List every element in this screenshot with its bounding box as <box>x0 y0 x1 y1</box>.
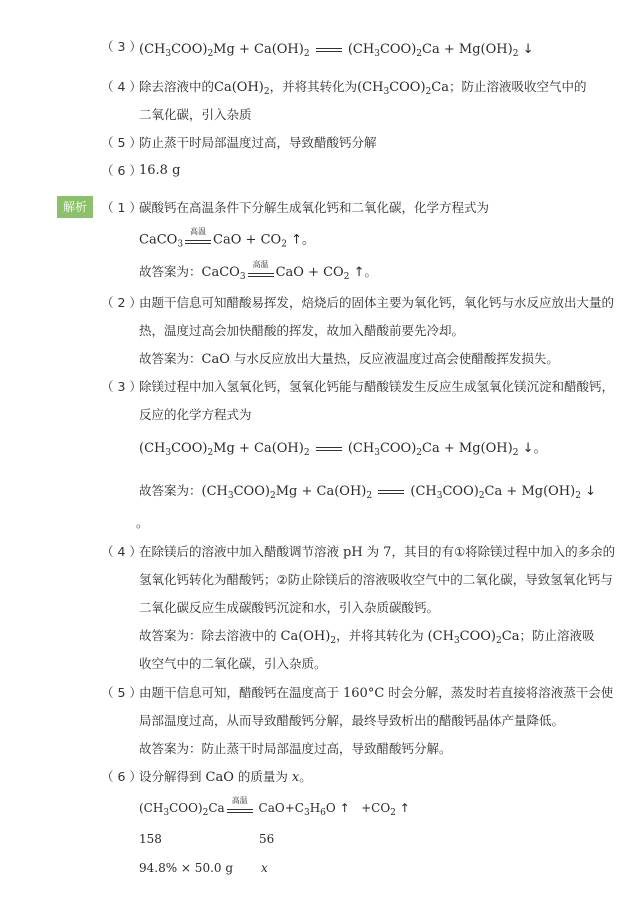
exp-1-equation: CaCO$_3$ 高温 CaO + $CO_2$ ↑。 <box>139 227 315 250</box>
exp-4-number: （ 4 ） <box>101 544 142 559</box>
exp-1-line-1: 碳酸钙在高温条件下分解生成氧化钙和二氧化碳，化学方程式为 <box>139 200 490 215</box>
exp-3-line-1: 除镁过程中加入氢氧化钙，氢氧化钙能与醋酸镁发生反应生成氢氧化镁沉淀和醋酸钙， <box>139 379 615 394</box>
answer-6-text: 16.8 g <box>139 163 181 178</box>
equals-sign <box>314 444 344 454</box>
exp-6-molar-mass-1: 158 <box>139 832 162 846</box>
exp-2-number: （ 2 ） <box>101 295 142 310</box>
exp-6-mass-1: 94.8% × 50.0 g <box>139 861 234 875</box>
answer-4-line-1: 除去溶液中的$Ca(OH)_2$，并将其转化为$(CH_3COO)_2Ca$；防止溶液吸收空气中的 <box>139 79 587 97</box>
high-temp-condition: 高温 <box>183 231 213 249</box>
exp-3-period: 。 <box>136 515 149 530</box>
exp-2-line-1: 由题干信息可知醋酸易挥发，焙烧后的固体主要为氧化钙，氧化钙与水反应放出大量的 <box>139 295 615 310</box>
answer-5-number: （ 5 ） <box>101 135 142 150</box>
exp-6-molar-mass-2: 56 <box>259 832 275 846</box>
exp-6-equation: $(CH_3COO)_2Ca$ 高温 $CaO+C_3H_6O$ ↑ $+CO_2$ ↑ <box>139 795 410 818</box>
answer-5-text: 防止蒸干时局部温度过高，导致醋酸钙分解 <box>139 135 377 150</box>
explanation-tag: 解析 <box>57 196 93 218</box>
exp-5-answer: 故答案为：防止蒸干时局部温度过高，导致醋酸钙分解。 <box>139 741 452 756</box>
answer-3-equation: $(CH_3COO)_2Mg + Ca(OH)_2$ $(CH_3COO)_2Ca + Mg(OH)_2$ ↓ <box>139 42 534 59</box>
answer-4-number: （ 4 ） <box>101 79 142 94</box>
exp-5-number: （ 5 ） <box>101 685 142 700</box>
exp-3-number: （ 3 ） <box>101 379 142 394</box>
exp-4-answer-line-1: 故答案为：除去溶液中的 $Ca(OH)_2$，并将其转化为 $(CH_3COO)_2Ca$；防止溶液吸 <box>139 628 595 646</box>
exp-3-answer: 故答案为：$(CH_3COO)_2Mg + Ca(OH)_2$ $(CH_3COO)_2Ca + Mg(OH)_2$ ↓ <box>139 483 596 501</box>
equals-sign <box>314 45 344 55</box>
answer-3-number: （ 3 ） <box>101 39 142 54</box>
exp-5-line-1: 由题干信息可知，醋酸钙在温度高于 160°C 时会分解，蒸发时若直接将溶液蒸干会使 <box>139 685 614 701</box>
exp-4-answer-line-2: 收空气中的二氧化碳，引入杂质。 <box>139 656 327 671</box>
exp-6-var-x: x <box>261 861 268 875</box>
exp-3-equation: $(CH_3COO)_2Mg + Ca(OH)_2$ $(CH_3COO)_2Ca + Mg(OH)_2$ ↓。 <box>139 441 547 458</box>
high-temp-condition: 高温 <box>225 800 255 818</box>
equals-sign <box>376 487 406 497</box>
exp-4-line-2: 氢氧化钙转化为醋酸钙；②防止除镁后的溶液吸收空气中的二氧化碳，导致氢氧化钙与 <box>139 572 613 587</box>
exp-5-line-2: 局部温度过高，从而导致醋酸钙分解，最终导致析出的醋酸钙晶体产量降低。 <box>139 713 565 728</box>
high-temp-condition: 高温 <box>246 264 276 282</box>
answer-4-line-2: 二氧化碳，引入杂质 <box>139 107 252 122</box>
exp-6-line-1: 设分解得到 CaO 的质量为 x。 <box>139 769 312 785</box>
exp-3-line-2: 反应的化学方程式为 <box>139 407 252 422</box>
exp-1-answer: 故答案为：CaCO$_3$ 高温 CaO + $CO_2$ ↑。 <box>139 259 378 282</box>
exp-4-line-1: 在除镁后的溶液中加入醋酸调节溶液 pH 为 7，其目的有①将除镁过程中加入的多余的 <box>139 544 616 560</box>
exp-2-line-2: 热，温度过高会加快醋酸的挥发，故加入醋酸前要先冷却。 <box>139 323 465 338</box>
exp-2-answer: 故答案为：CaO 与水反应放出大量热，反应液温度过高会使醋酸挥发损失。 <box>139 351 559 367</box>
exp-1-number: （ 1 ） <box>101 200 142 215</box>
exp-6-number: （ 6 ） <box>101 769 142 784</box>
answer-6-number: （ 6 ） <box>101 163 142 178</box>
exp-4-line-3: 二氧化碳反应生成碳酸钙沉淀和水，引入杂质碳酸钙。 <box>139 600 440 615</box>
